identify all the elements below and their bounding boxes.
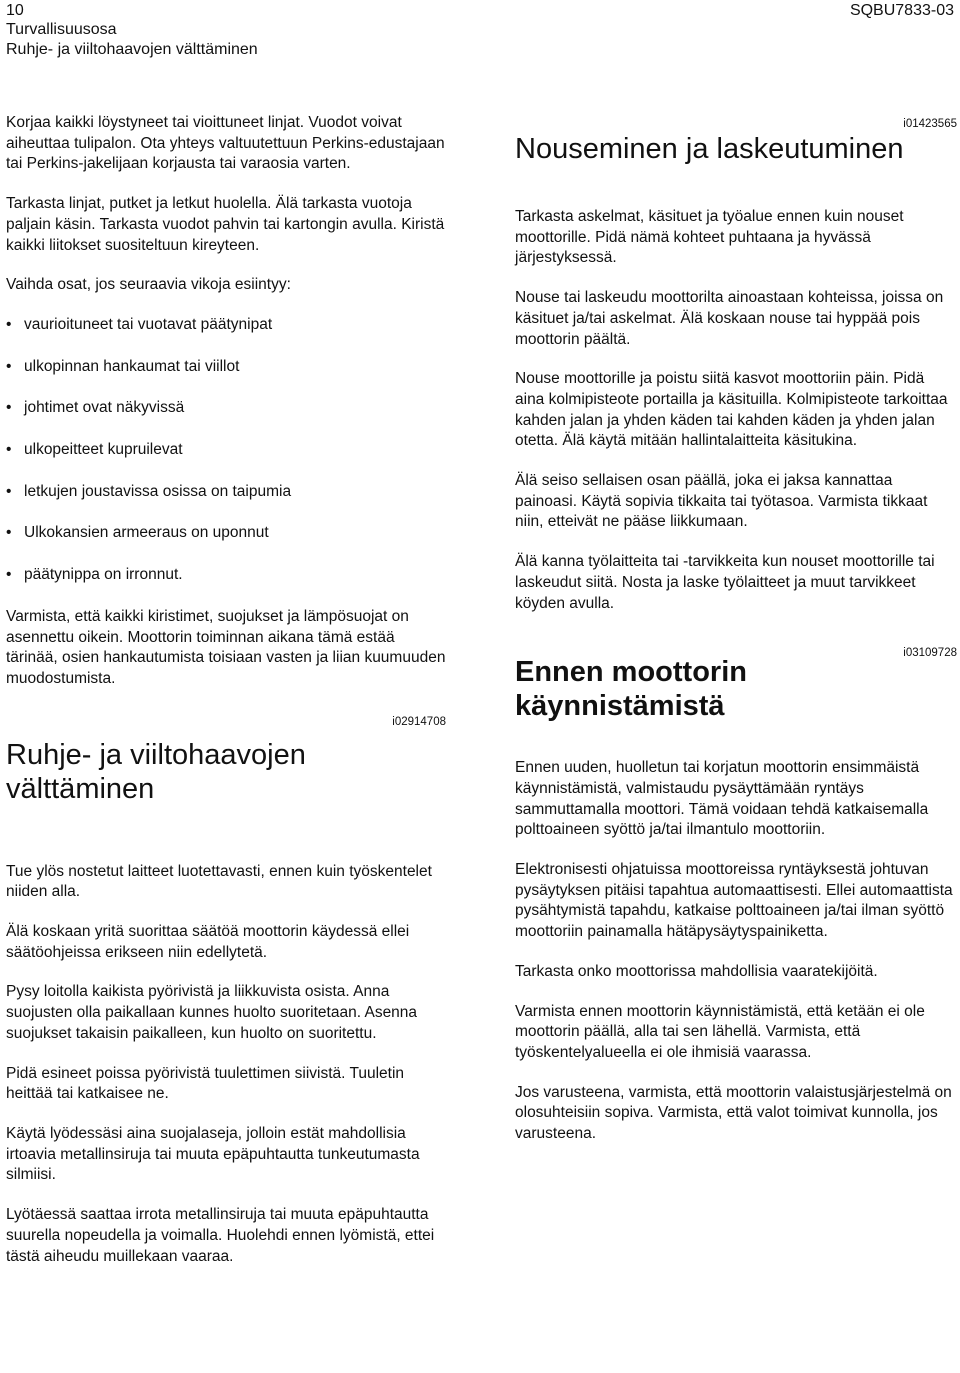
paragraph: Käytä lyödessäsi aina suojalaseja, jolloin estät mahdollisia irtoavia metallinsiruja tai muuta epäpuhtautta tunkeutumasta silmiisi.: [6, 1124, 420, 1184]
paragraph: Pidä esineet poissa pyörivistä tuulettimen siivistä. Tuuletin heittää tai katkaisee ne.: [6, 1064, 405, 1103]
section-heading: Ruhje- ja viiltohaavojen välttäminen: [6, 738, 306, 805]
reference-code: i01423565: [903, 118, 957, 130]
document-code: SQBU7833-03: [849, 2, 954, 19]
paragraph: Tarkasta onko moottorissa mahdollisia vaaratekijöitä.: [515, 962, 878, 980]
paragraph: Pysy loitolla kaikista pyörivistä ja liikkuvista osista. Anna suojusten olla paikallaan kunnes huolto suoritetaan. Asenna suojukset takaisin paikalleen, kun huolto on suoritettu.: [6, 983, 418, 1042]
paragraph: Elektronisesti ohjatuissa moottoreissa ryntäyksestä johtuvan pysäytyksen pitäisi tapahtua automaattisesti. Ellei automaattista pysähtymistä tapahdu, katkaise polttoaineen ja/tai ilman syöttö moottoriin painamalla hätäpysäytyspainiketta.: [515, 861, 953, 941]
defect-list: [6, 315, 446, 586]
paragraph: Nouse moottorille ja poistu siitä kasvot moottoriin päin. Pidä aina kolmipisteote portailla ja käsituilla. Kolmipisteote tarkoittaa kahden jalan ja yhden käden tai kahden käden ja yhden jalan otetta. Älä käytä mitään hallintalaitteita käsitukina.: [515, 370, 948, 450]
list-item: • ulkopeitteet kupruilevat: [6, 440, 446, 461]
paragraph: Tarkasta linjat, putket ja letkut huolella. Älä tarkasta vuotoja paljain käsin. Tarkasta vuodot pahvin tai kartongin avulla. Kiristä kaikki liitokset suositeltuun kireyteen.: [6, 195, 445, 254]
paragraph: Tue ylös nostetut laitteet luotettavasti, ennen kuin työskentelet niiden alla.: [6, 862, 432, 901]
list-item: • ulkopinnan hankaumat tai viillot: [6, 357, 446, 378]
right-column: [515, 118, 957, 1164]
reference-code: i03109728: [903, 647, 957, 660]
left-column: [6, 113, 446, 1286]
list-item: • letkujen joustavissa osissa on taipumia: [6, 482, 446, 503]
subsection-title: Ruhje- ja viiltohaavojen välttäminen: [6, 41, 258, 58]
paragraph: Vaihda osat, jos seuraavia vikoja esiintyy:: [6, 276, 291, 294]
paragraph: Jos varusteena, varmista, että moottorin valaistusjärjestelmä on olosuhteisiin sopiva. Varmista, että valot toimivat kunnolla, jos varusteena.: [515, 1083, 952, 1143]
list-item: • päätynippa on irronnut.: [6, 565, 446, 586]
paragraph: Älä seiso sellaisen osan päällä, joka ei jaksa kannattaa painoasi. Käytä sopivia tikkaita tai työtasoa. Varmista tikkaat niin, etteivät ne pääse liikkumaan.: [515, 472, 928, 531]
paragraph: Tarkasta askelmat, käsituet ja työalue ennen kuin nouset moottorille. Pidä nämä kohteet puhtaana ja hyvässä järjestyksessä.: [515, 208, 904, 267]
paragraph: Ennen uuden, huolletun tai korjatun moottorin ensimmäistä käynnistämistä, valmistaudu pysäyttämään ryntäys sammuttamalla moottori. Tämä voidaan tehdä katkaisemalla polttoaineen syöttö ja/tai ilmantulo moottoriin.: [515, 759, 929, 839]
paragraph: Lyötäessä saattaa irrota metallinsiruja tai muuta epäpuhtautta suurella nopeudella ja voimalla. Huolehdi ennen lyömistä, ettei tästä aiheudu muillekaan vaaraa.: [6, 1206, 435, 1265]
section-heading: Nouseminen ja laskeutuminen: [515, 133, 904, 165]
paragraph: Älä kanna työlaitteita tai -tarvikkeita kun nouset moottorille tai laskeudut siitä. Nosta ja laske työlaitteet ja muut tarvikkeet köyden avulla.: [515, 553, 935, 612]
page-number: 10: [6, 2, 24, 19]
list-item: • Ulkokansien armeeraus on uponnut: [6, 523, 446, 544]
section-heading: Ennen moottorin käynnistämistä: [515, 656, 747, 723]
list-item: • vaurioituneet tai vuotavat päätynipat: [6, 315, 446, 336]
paragraph: Nouse tai laskeudu moottorilta ainoastaan kohteissa, joissa on käsituet ja/tai askelmat. Älä koskaan nouse tai hyppää pois moottorin päältä.: [515, 289, 944, 348]
paragraph: Varmista, että kaikki kiristimet, suojukset ja lämpösuojat on asennettu oikein. Moottorin toiminnan aikana tämä estää tärinää, osien hankautumista toisiaan vasten ja liian kuumuuden muodostumista.: [6, 607, 446, 687]
page-header: [0, 0, 960, 64]
section-title: Turvallisuusosa: [6, 21, 117, 38]
paragraph: Älä koskaan yritä suorittaa säätöä moottorin käydessä ellei säätöohjeissa erikseen niin edellytetä.: [6, 923, 410, 961]
list-item: • johtimet ovat näkyvissä: [6, 398, 446, 419]
paragraph: Korjaa kaikki löystyneet tai vioittuneet linjat. Vuodot voivat aiheuttaa tulipalon. Ota yhteys valtuutettuun Perkins-edustajaan tai Perkins-jakelijaan korjausta tai varaosia varten.: [6, 114, 445, 173]
paragraph: Varmista ennen moottorin käynnistämistä, että ketään ei ole moottorin päällä, alla tai sen lähellä. Varmista, että työskentelyalueella ei ole ihmisiä vaarassa.: [515, 1002, 925, 1061]
reference-code: i02914708: [392, 715, 446, 728]
